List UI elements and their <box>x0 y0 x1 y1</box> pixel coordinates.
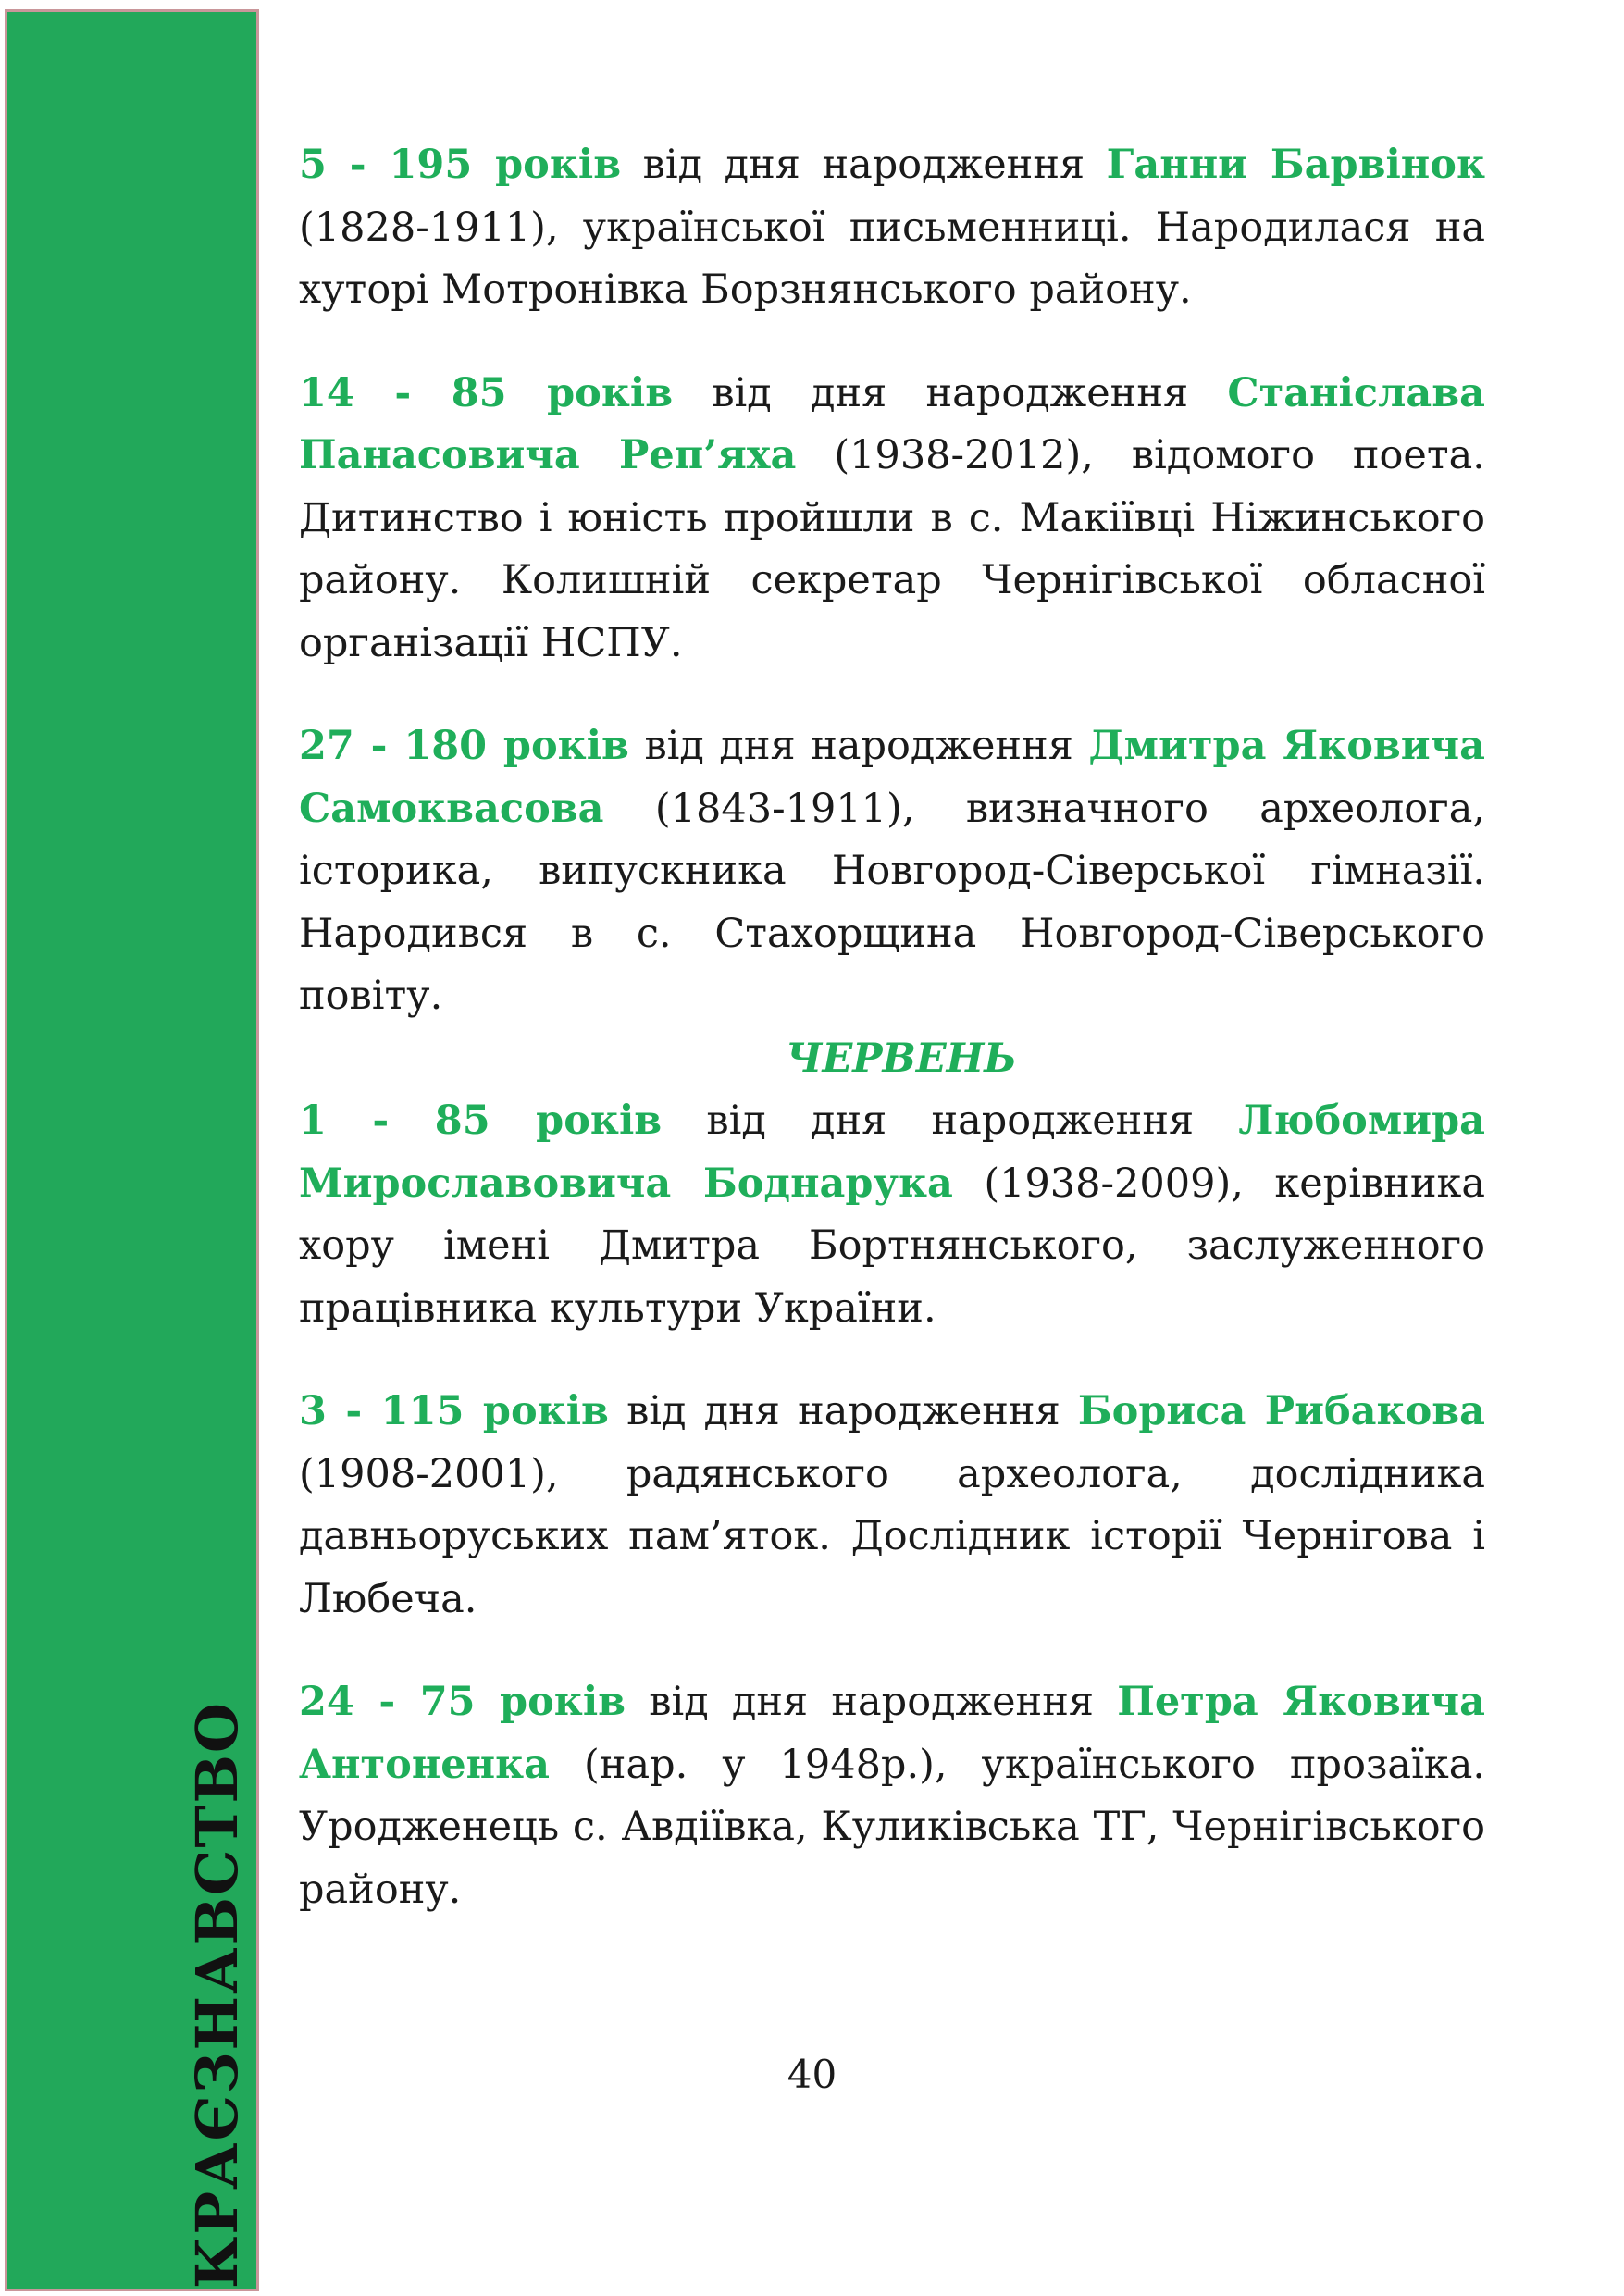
entry-text: (нар. у 1948р.), українського прозаїка. Уродженець с. Авдіївка, Куликівська ТГ, Чернігівського району. <box>299 1741 1485 1913</box>
entry-text: від дня народження <box>628 723 1089 769</box>
entry-person-name: Станіслава Панасовича Реп’яха <box>299 369 1485 478</box>
entry-person-name: Ганни Барвінок <box>1106 142 1486 188</box>
entry-4 <box>299 1381 1485 1631</box>
entry-2 <box>299 715 1485 1028</box>
entry-date: 27 - 180 років <box>299 723 629 769</box>
entry-text: (1828-1911), української письменниці. Народилася на хуторі Мотронівка Борзнянського району. <box>299 204 1485 313</box>
entry-0 <box>299 134 1485 322</box>
entry-text: від дня народження <box>621 142 1107 188</box>
entry-text: від дня народження <box>608 1388 1078 1434</box>
entry-date: 14 - 85 років <box>299 369 674 416</box>
section-label: КРАЄЗНАВСТВО <box>183 1701 251 2289</box>
page-content <box>299 134 1485 1962</box>
entry-date: 3 - 115 років <box>299 1388 609 1434</box>
entry-text: (1908-2001), радянського археолога, дослідника давньоруських пам’яток. Дослідник історії Чернігова і Любеча. <box>299 1450 1485 1622</box>
entry-person-name: Дмитра Яковича Самоквасова <box>299 723 1486 832</box>
entry-text: (1843-1911), визначного археолога, історика, випускника Новгород-Сіверської гімназії. Народився в с. Стахорщина Новгород-Сіверського повіту. <box>299 785 1485 1019</box>
entry-person-name: Петра Яковича Антоненка <box>299 1679 1486 1788</box>
entry-5 <box>299 1671 1485 1921</box>
page-number: 40 <box>787 2052 837 2097</box>
entry-text: (1938-2009), керівника хору імені Дмитра Бортнянського, заслуженного працівника культури України. <box>299 1160 1485 1332</box>
entry-person-name: Любомира Мирославовича Боднарука <box>299 1098 1485 1207</box>
entry-text: від дня народження <box>626 1679 1118 1725</box>
entry-date: 24 - 75 років <box>299 1679 626 1725</box>
entry-text: (1938-2012), відомого поета. Дитинство і юність пройшли в с. Макіївці Ніжинського району. Колишній секретар Чернігівської обласної організації НСПУ. <box>299 432 1485 666</box>
entry-text: від дня народження <box>662 1098 1239 1144</box>
entry-3 <box>299 1090 1485 1340</box>
month-heading: ЧЕРВЕНЬ <box>786 1035 1017 1082</box>
entry-date: 1 - 85 років <box>299 1098 663 1144</box>
entry-date: 5 - 195 років <box>299 142 622 188</box>
entry-1 <box>299 363 1485 676</box>
entry-person-name: Бориса Рибакова <box>1077 1388 1486 1434</box>
entry-text: від дня народження <box>673 369 1228 416</box>
